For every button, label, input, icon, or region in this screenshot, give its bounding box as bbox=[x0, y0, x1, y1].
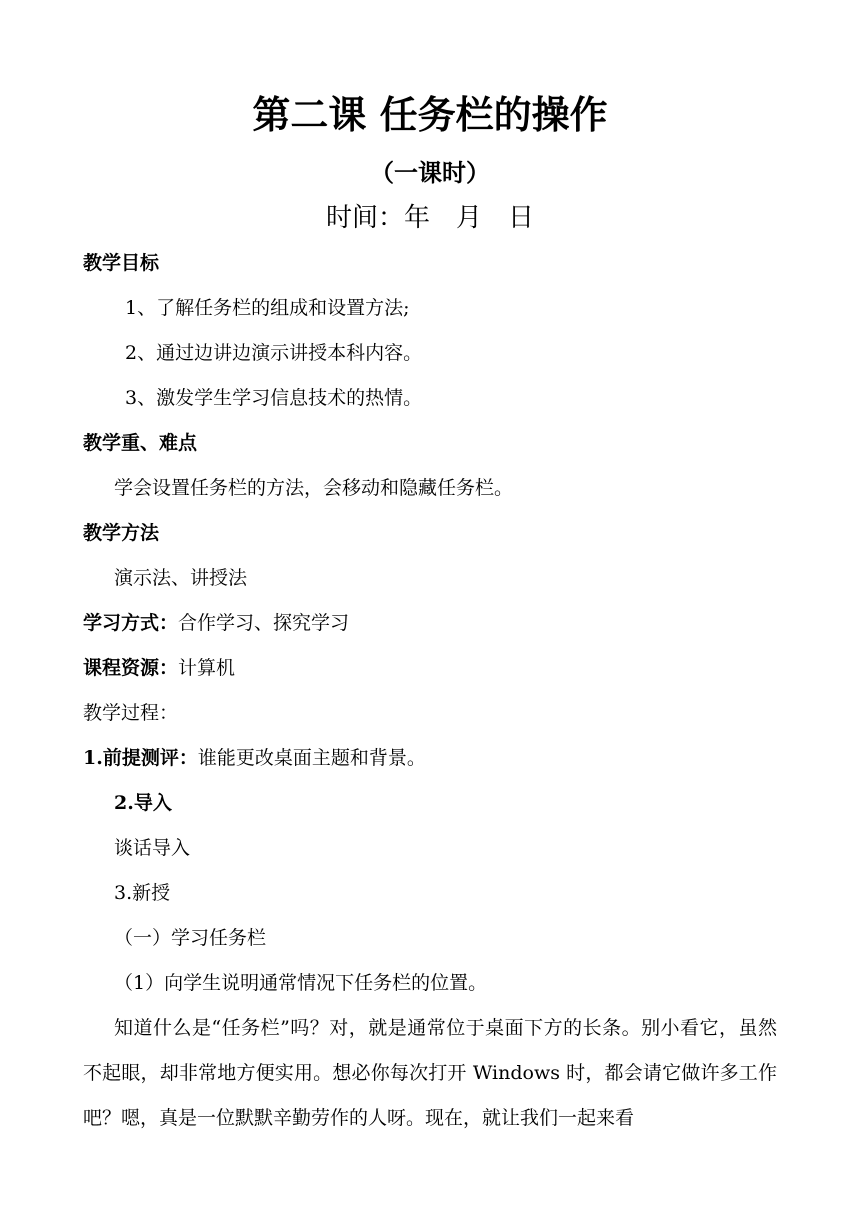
heading-keypoints: 教学重、难点 bbox=[83, 432, 198, 454]
date-year: 年 bbox=[403, 203, 430, 233]
lesson-duration: （一课时） bbox=[370, 158, 490, 187]
date-month: 月 bbox=[456, 203, 483, 233]
objective-item: 1、了解任务栏的组成和设置方法; bbox=[125, 297, 410, 319]
date-day: 日 bbox=[508, 203, 535, 233]
lesson-title: 第二课 任务栏的操作 bbox=[252, 92, 608, 137]
heading-methods: 教学方法 bbox=[83, 522, 160, 544]
heading-objectives: 教学目标 bbox=[83, 252, 160, 274]
process-label: 教学过程： bbox=[83, 702, 179, 724]
methods-text: 演示法、讲授法 bbox=[114, 567, 248, 589]
heading-intro: 2.导入 bbox=[114, 792, 172, 814]
sub-point-position: （1）向学生说明通常情况下任务栏的位置。 bbox=[114, 972, 488, 994]
course-resources: 课程资源：计算机 bbox=[83, 657, 236, 679]
intro-text: 谈话导入 bbox=[114, 837, 191, 859]
learning-style: 学习方式：合作学习、探究学习 bbox=[83, 612, 350, 634]
date-line bbox=[0, 202, 860, 234]
pretest: 1.前提测评：谁能更改桌面主题和背景。 bbox=[83, 747, 426, 769]
sub-heading-taskbar: （一）学习任务栏 bbox=[114, 927, 267, 949]
objective-item: 3、激发学生学习信息技术的热情。 bbox=[125, 387, 423, 409]
date-label: 时间： bbox=[325, 203, 404, 233]
heading-new-lesson: 3.新授 bbox=[114, 882, 171, 904]
keypoints-text: 学会设置任务栏的方法，会移动和隐藏任务栏。 bbox=[114, 477, 514, 499]
objective-item: 2、通过边讲边演示讲授本科内容。 bbox=[125, 342, 423, 364]
body-paragraph: 知道什么是“任务栏”吗？对，就是通常位于桌面下方的长条。别小看它，虽然不起眼，却非常地方便实用。想必你每次打开 Windows 时，都会请它做许多工作吧？嗯，真是一位默默辛勤劳作的人呀。现在，就让我们一起来看 bbox=[83, 1017, 777, 1129]
